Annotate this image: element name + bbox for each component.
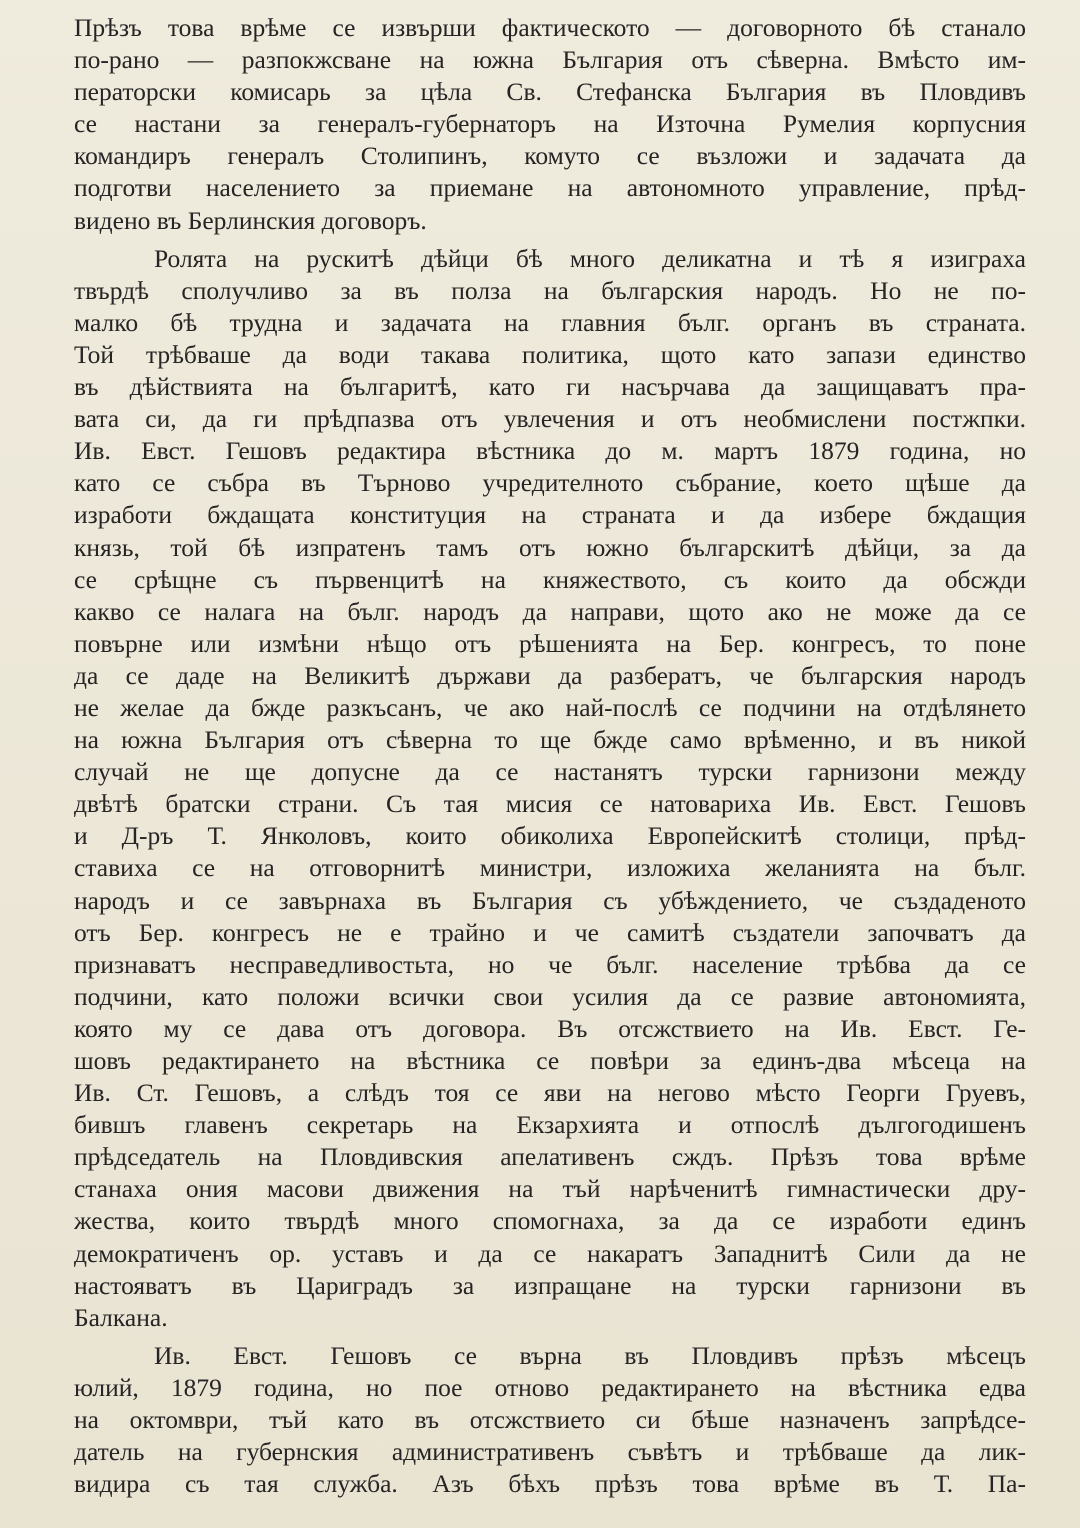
text-line: на южна България отъ сѣверна то ще бжде само врѣменно, и въ никой bbox=[74, 725, 1026, 755]
text-line: ператорски комисарь за цѣла Св. Стефанска България въ Пловдивъ bbox=[74, 77, 1026, 107]
text-line: Ролята на рускитѣ дѣйци бѣ много деликатна и тѣ я изиграха bbox=[154, 243, 1026, 273]
text-line: твърдѣ сполучливо за въ полза на българския народъ. Но не по- bbox=[74, 275, 1026, 305]
text-line: станаха ония масови движения на тъй нарѣченитѣ гимнастически дру- bbox=[74, 1174, 1026, 1204]
text-line: Той трѣбваше да води такава политика, щото като запази единство bbox=[74, 339, 1026, 369]
text-line: ставиха се на отговорнитѣ министри, изложиха желанията на бълг. bbox=[74, 853, 1026, 883]
text-line: подчини, като положи всички свои усилия да се развие автономията, bbox=[74, 981, 1026, 1011]
text-line: бившъ главенъ секретарь на Екзархията и отпослѣ дългогодишенъ bbox=[74, 1110, 1026, 1140]
text-line: изработи бждащата конституция на страната и да избере бждащия bbox=[74, 500, 1026, 530]
text-line: прѣдседатель на Пловдивския апелативенъ сждъ. Прѣзъ това врѣме bbox=[74, 1142, 1026, 1172]
text-line: която му се дава отъ договора. Въ отсжствието на Ив. Евст. Ге- bbox=[74, 1013, 1026, 1043]
text-line: на октомври, тъй като въ отсжствието си бѣше назначенъ запрѣдсе- bbox=[74, 1405, 1026, 1435]
text-line: като се събра въ Търново учредителното събрание, което щѣше да bbox=[74, 468, 1026, 498]
text-line: какво се налага на бълг. народъ да направи, щото ако не може да се bbox=[74, 596, 1026, 626]
text-line: юлий, 1879 година, но пое отново редактирането на вѣстника едва bbox=[74, 1372, 1026, 1402]
paragraph-3 bbox=[74, 1340, 1026, 1500]
text-line: се настани за генералъ-губернаторъ на Източна Румелия корпусния bbox=[74, 109, 1026, 139]
text-line: Ив. Евст. Гешовъ редактира вѣстника до м. мартъ 1879 година, но bbox=[74, 436, 1026, 466]
text-line: повърне или измѣни нѣщо отъ рѣшенията на Бер. конгресъ, то поне bbox=[74, 628, 1026, 658]
text-line: датель на губернския административенъ съвѣтъ и трѣбваше да лик- bbox=[74, 1437, 1026, 1467]
text-line: народъ и се завърнаха въ България съ убѣждението, че създаденото bbox=[74, 885, 1026, 915]
text-line: не желае да бжде разкъсанъ, че ако най-послѣ се подчини на отдѣлянето bbox=[74, 692, 1026, 722]
text-line: вата си, да ги прѣдпазва отъ увлечения и отъ необмислени постжпки. bbox=[74, 404, 1026, 434]
text-line: да се даде на Великитѣ държави да разбератъ, че българския народъ bbox=[74, 660, 1026, 690]
text-line: жества, които твърдѣ много спомогнаха, за да се изработи единъ bbox=[74, 1206, 1026, 1236]
text-line: и Д-ръ Т. Янколовъ, които обиколиха Европейскитѣ столици, прѣд- bbox=[74, 821, 1026, 851]
text-line: случай не ще допусне да се настанятъ турски гарнизони между bbox=[74, 757, 1026, 787]
text-line: малко бѣ трудна и задачата на главния бълг. органъ въ страната. bbox=[74, 307, 1026, 337]
document-body bbox=[74, 12, 1026, 1500]
text-line: демократиченъ ор. уставъ и да се накаратъ Западнитѣ Сили да не bbox=[74, 1238, 1026, 1268]
text-line: видено въ Берлинския договоръ. bbox=[74, 205, 427, 235]
paragraph-2 bbox=[74, 243, 1026, 1334]
text-line: настояватъ въ Цариградъ за изпращане на турски гарнизони въ bbox=[74, 1270, 1026, 1300]
text-line: подготви населението за приемане на автономното управление, прѣд- bbox=[74, 173, 1026, 203]
text-line: видира съ тая служба. Азъ бѣхъ прѣзъ това врѣме въ Т. Па- bbox=[74, 1469, 1026, 1499]
text-line: се срѣщне съ първенцитѣ на княжеството, съ които да обсжди bbox=[74, 564, 1026, 594]
text-line: отъ Бер. конгресъ не е трайно и че самитѣ създатели започватъ да bbox=[74, 917, 1026, 947]
text-line: князь, той бѣ изпратенъ тамъ отъ южно българскитѣ дѣйци, за да bbox=[74, 532, 1026, 562]
text-line: по-рано — разпокжсване на южна България отъ сѣверна. Вмѣсто им- bbox=[74, 45, 1026, 75]
text-line: шовъ редактирането на вѣстника се повѣри за единъ-два мѣсеца на bbox=[74, 1046, 1026, 1075]
paragraph-1 bbox=[74, 12, 1026, 237]
text-line: командиръ генералъ Столипинъ, комуто се възложи и задачата да bbox=[74, 141, 1026, 171]
text-line: въ дѣйствията на българитѣ, като ги насърчава да защищаватъ пра- bbox=[74, 372, 1026, 402]
text-line: Балкана. bbox=[74, 1302, 168, 1332]
text-line: Ив. Евст. Гешовъ се върна въ Пловдивъ прѣзъ мѣсецъ bbox=[154, 1340, 1026, 1370]
text-line: признаватъ несправедливостьта, но че бълг. население трѣбва да се bbox=[74, 949, 1026, 979]
text-line: Прѣзъ това врѣме се извърши фактическото — договорното бѣ станало bbox=[74, 13, 1026, 42]
text-line: двѣтѣ братски страни. Съ тая мисия се натовариха Ив. Евст. Гешовъ bbox=[74, 789, 1026, 819]
text-line: Ив. Ст. Гешовъ, а слѣдъ тоя се яви на негово мѣсто Георги Груевъ, bbox=[74, 1078, 1026, 1108]
